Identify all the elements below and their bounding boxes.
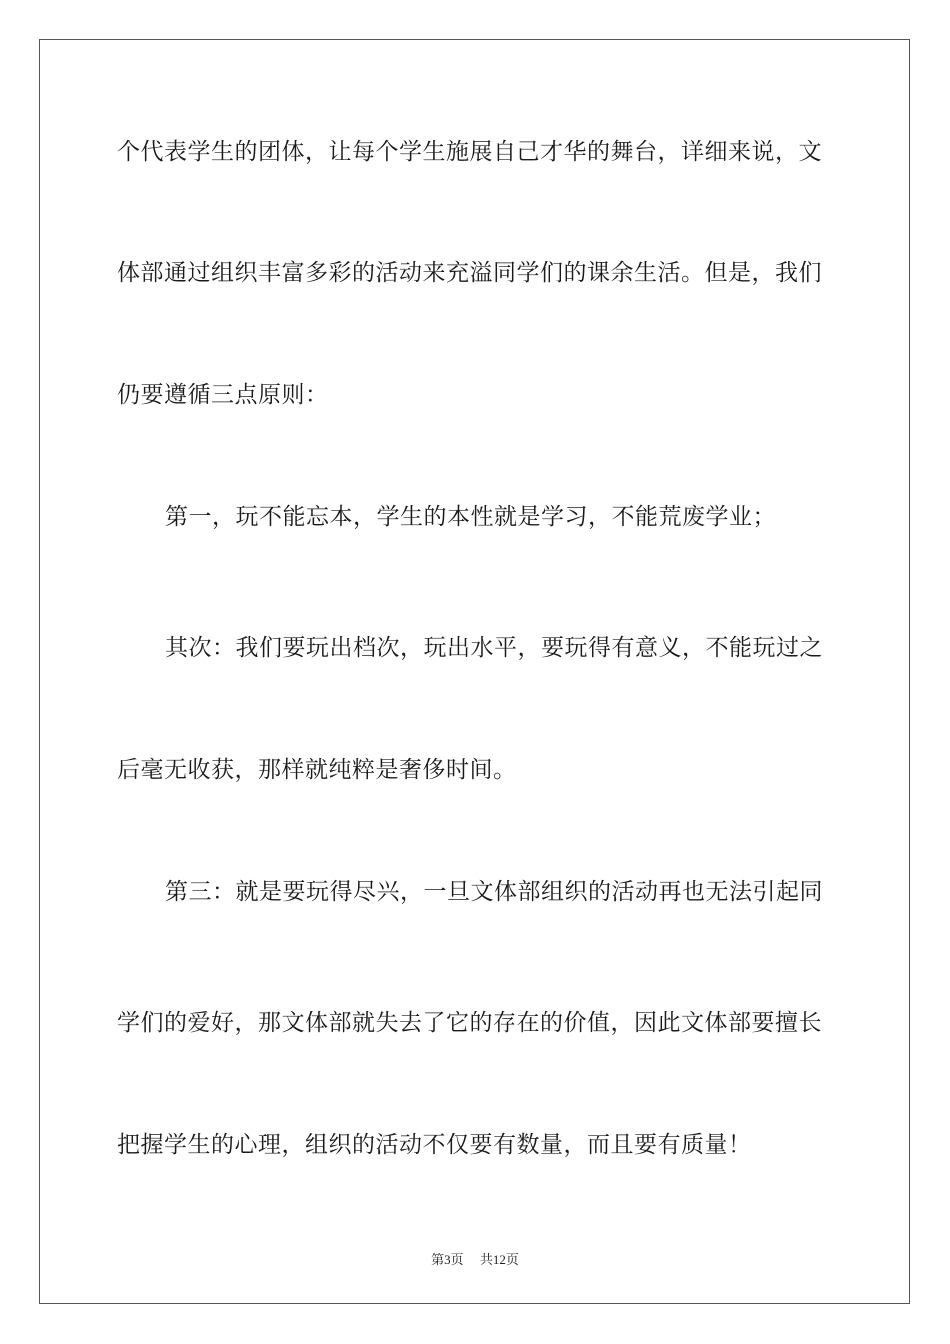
body-text-line: 学们的爱好，那文体部就失去了它的存在的价值，因此文体部要擅长	[117, 1010, 822, 1036]
body-text-line: 第三：就是要玩得尽兴，一旦文体部组织的活动再也无法引起同	[165, 879, 823, 905]
page-total: 共12页	[479, 1252, 519, 1267]
page-frame	[39, 39, 910, 1304]
body-text-line: 把握学生的心理，组织的活动不仅要有数量，而且要有质量！	[117, 1132, 752, 1158]
body-text-line: 个代表学生的团体，让每个学生施展自己才华的舞台，详细来说，文	[117, 139, 822, 165]
body-text-line: 仍要遵循三点原则：	[117, 382, 329, 408]
body-text-line: 体部通过组织丰富多彩的活动来充溢同学们的课余生活。但是，我们	[117, 260, 822, 286]
body-text-line: 其次：我们要玩出档次，玩出水平，要玩得有意义，不能玩过之	[165, 635, 823, 661]
body-text-line: 第一，玩不能忘本，学生的本性就是学习，不能荒废学业；	[165, 504, 776, 530]
page-number: 第3页	[431, 1252, 464, 1267]
page-footer	[0, 1249, 950, 1268]
body-text-line: 后毫无收获，那样就纯粹是奢侈时间。	[117, 757, 517, 783]
